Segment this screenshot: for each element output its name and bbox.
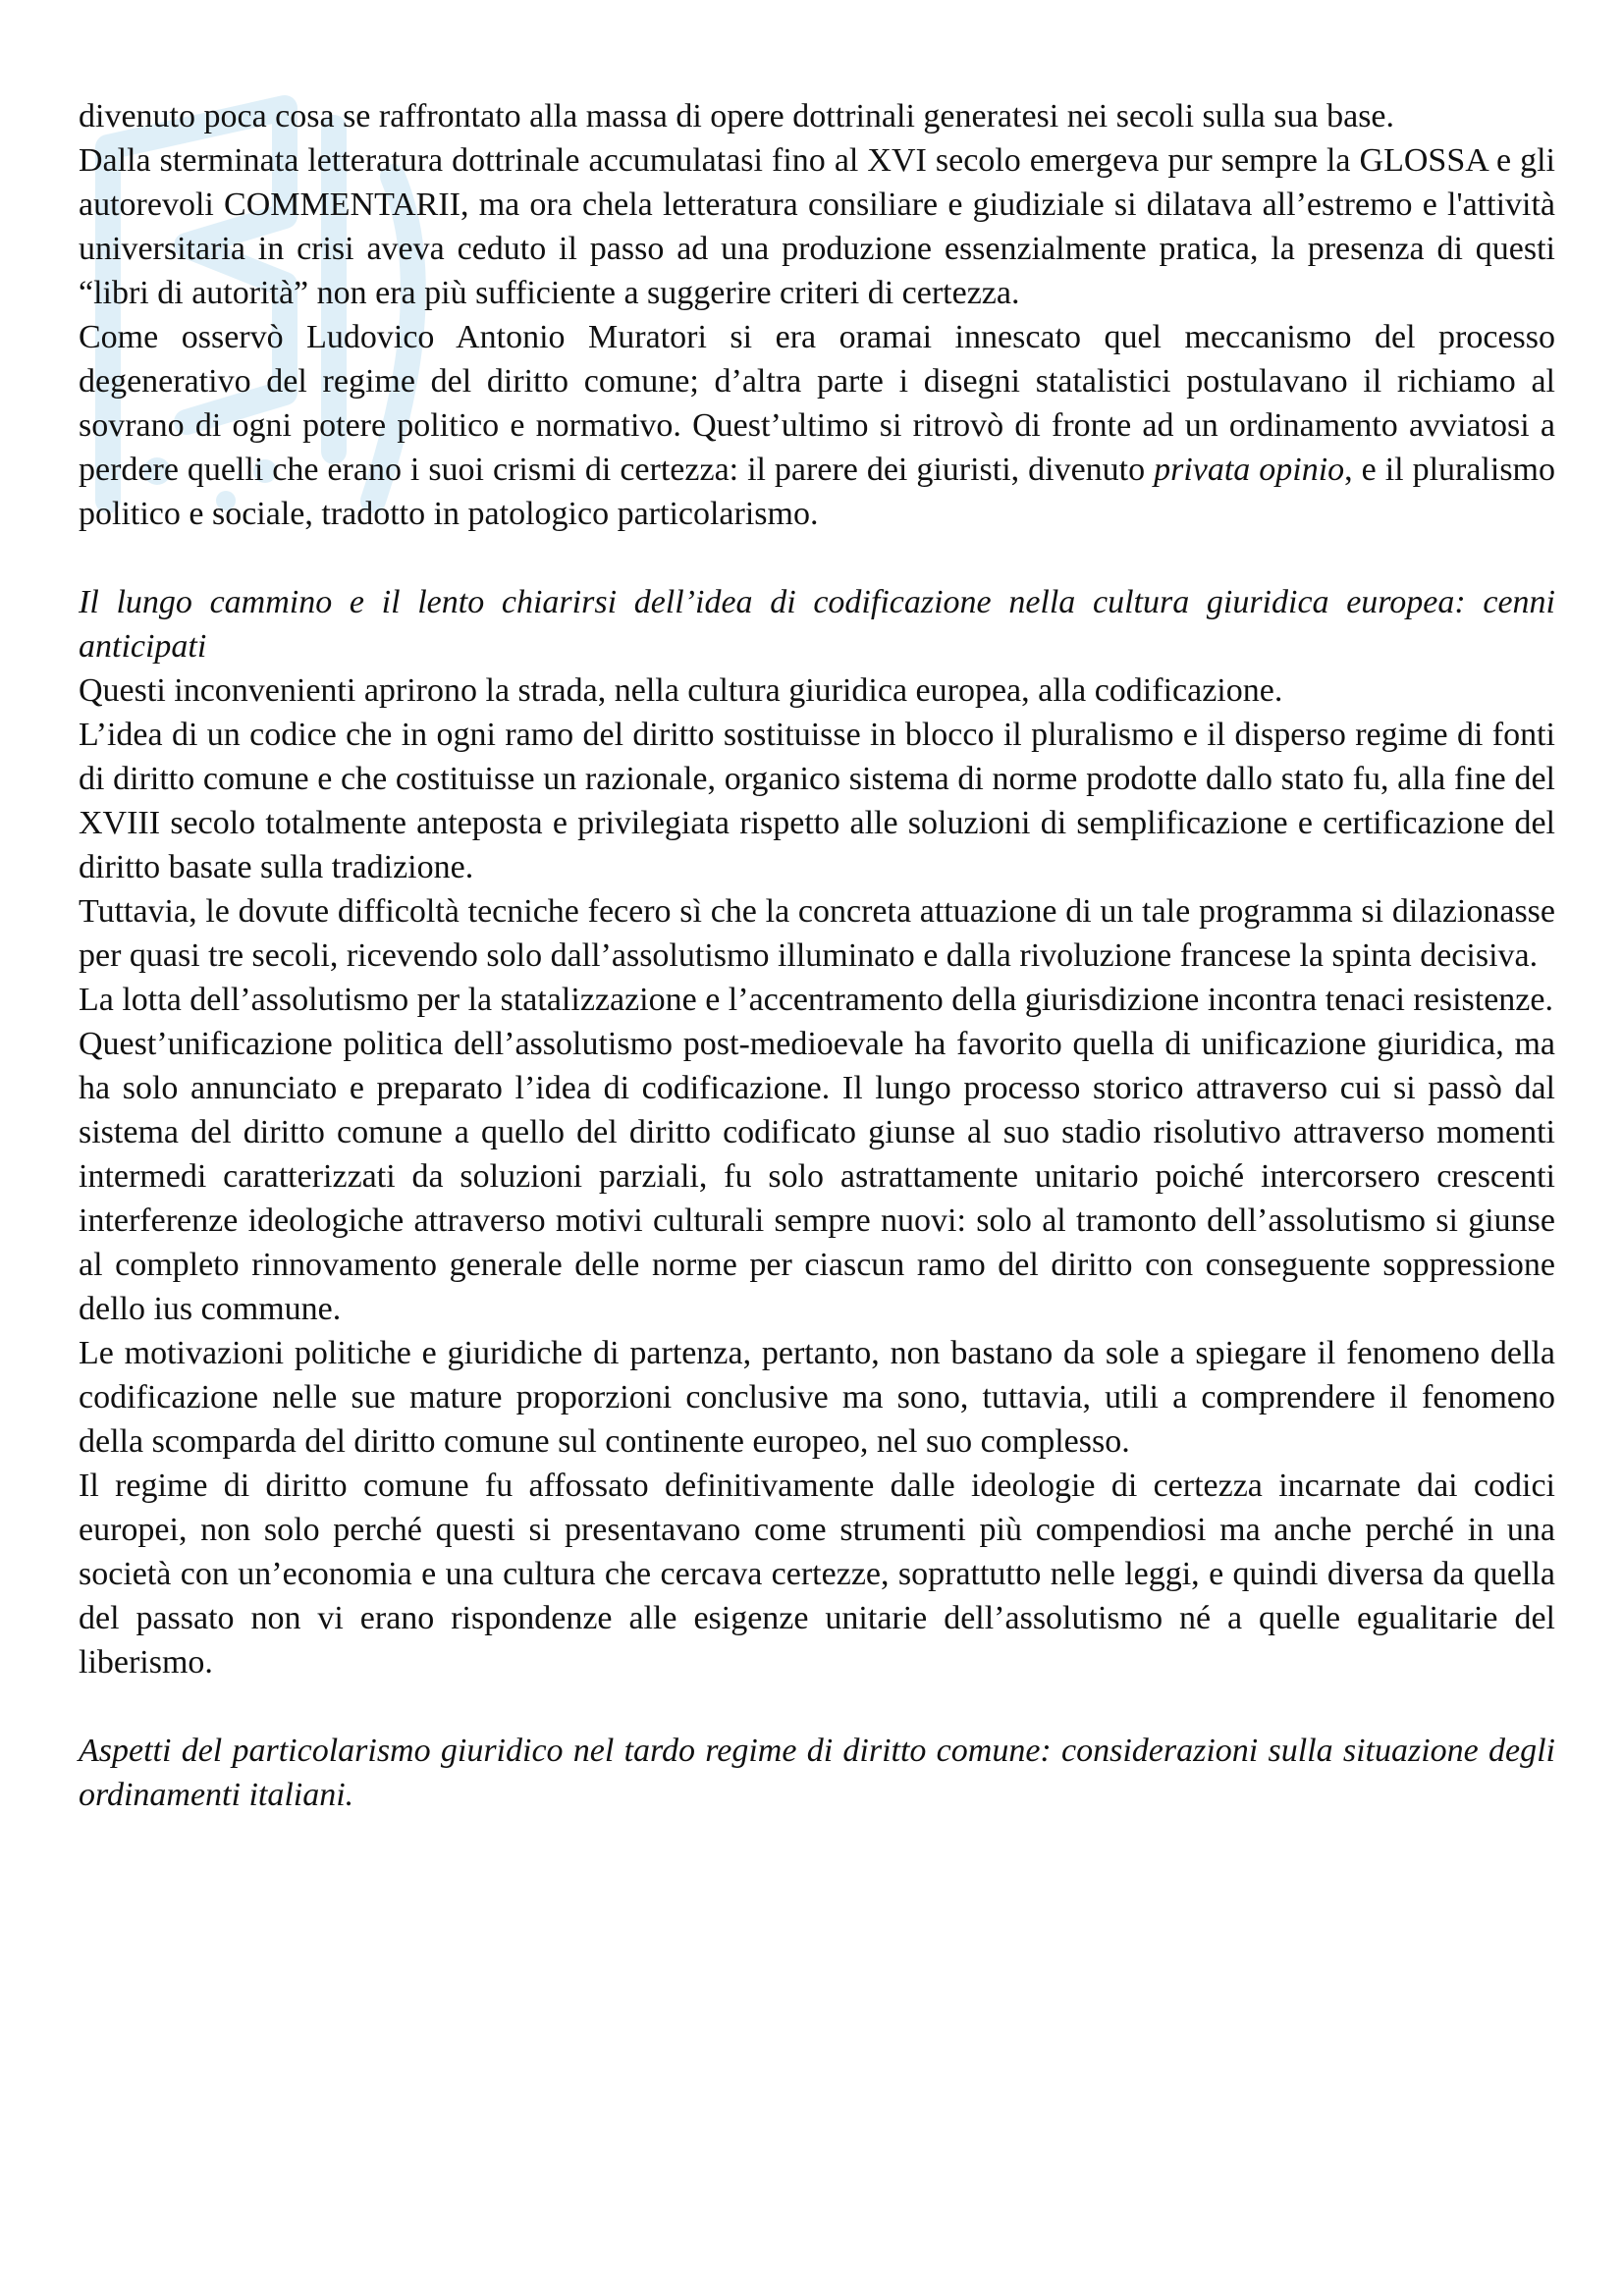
section-heading: Aspetti del particolarismo giuridico nel tardo regime di diritto comune: considerazioni sulla situazione degli ordinamenti italiani.	[79, 1733, 1555, 1813]
paragraph: L’idea di un codice che in ogni ramo del diritto sostituisse in blocco il pluralismo e il disperso regime di fonti di diritto comune e che costituisse un razionale, organico sistema di norme prodotte dallo stato fu, alla fine del XVIII secolo totalmente anteposta e privilegiata rispetto alle soluzioni di semplificazione e certificazione del diritto basate sulla tradizione.	[79, 717, 1555, 885]
paragraph-gap	[79, 536, 1555, 580]
section-heading: Il lungo cammino e il lento chiarirsi dell’idea di codificazione nella cultura giuridica europea: cenni anticipati	[79, 584, 1555, 665]
paragraph-muratori	[79, 315, 1555, 536]
paragraph: Tuttavia, le dovute difficoltà tecniche fecero sì che la concreta attuazione di un tale programma si dilazionasse per quasi tre secoli, ricevendo solo dall’assolutismo illuminato e dalla rivoluzione francese la spinta decisiva.	[79, 893, 1555, 974]
document-page	[79, 94, 1555, 1817]
paragraph-gap	[79, 1684, 1555, 1729]
italic-term: privata opinio	[1154, 452, 1345, 488]
paragraph-text: Come osservò Ludovico Antonio Muratori si era oramai innescato quel meccanismo del processo degenerativo del regime del diritto comune; d’altra parte i disegni statalistici postulavano il richiamo al sovrano di ogni potere politico e normativo. Quest’ultimo si ritrovò di fronte ad un ordinamento avviatosi a perdere quelli che erano i suoi crismi di certezza: il parere dei giuristi, divenuto	[79, 319, 1555, 488]
paragraph: Dalla sterminata letteratura dottrinale accumulatasi fino al XVI secolo emergeva pur sempre la GLOSSA e gli autorevoli COMMENTARII, ma ora chela letteratura consiliare e giudiziale si dilatava all’estremo e l'attività universitaria in crisi aveva ceduto il passo ad una produzione essenzialmente pratica, la presenza di questi “libri di autorità” non era più sufficiente a suggerire criteri di certezza.	[79, 142, 1555, 311]
paragraph-text: , e il pluralismo politico e sociale, tradotto in patologico particolarismo.	[79, 452, 1555, 532]
paragraph: La lotta dell’assolutismo per la statalizzazione e l’accentramento della giurisdizione incontra tenaci resistenze.	[79, 982, 1553, 1018]
paragraph: Il regime di diritto comune fu affossato definitivamente dalle ideologie di certezza incarnate dai codici europei, non solo perché questi si presentavano come strumenti più compendiosi ma anche perché in una società con un’economia e una cultura che cercava certezze, soprattutto nelle leggi, e quindi diversa da quella del passato non vi erano rispondenze alle esigenze unitarie dell’assolutismo né a quelle egualitarie del liberismo.	[79, 1468, 1555, 1681]
paragraph: divenuto poca cosa se raffrontato alla massa di opere dottrinali generatesi nei secoli sulla sua base.	[79, 98, 1395, 134]
paragraph: Le motivazioni politiche e giuridiche di partenza, pertanto, non bastano da sole a spiegare il fenomeno della codificazione nelle sue mature proporzioni conclusive ma sono, tuttavia, utili a comprendere il fenomeno della scomparda del diritto comune sul continente europeo, nel suo complesso.	[79, 1335, 1555, 1460]
paragraph: Quest’unificazione politica dell’assolutismo post-medioevale ha favorito quella di unificazione giuridica, ma ha solo annunciato e preparato l’idea di codificazione. Il lungo processo storico attraverso cui si passò dal sistema del diritto comune a quello del diritto codificato giunse al suo stadio risolutivo attraverso momenti intermedi caratterizzati da soluzioni parziali, fu solo astrattamente unitario poiché intercorsero crescenti interferenze ideologiche attraverso motivi culturali sempre nuovi: solo al tramonto dell’assolutismo si giunse al completo rinnovamento generale delle norme per ciascun ramo del diritto con conseguente soppressione dello ius commune.	[79, 1026, 1555, 1327]
paragraph: Questi inconvenienti aprirono la strada, nella cultura giuridica europea, alla codificazione.	[79, 672, 1283, 709]
